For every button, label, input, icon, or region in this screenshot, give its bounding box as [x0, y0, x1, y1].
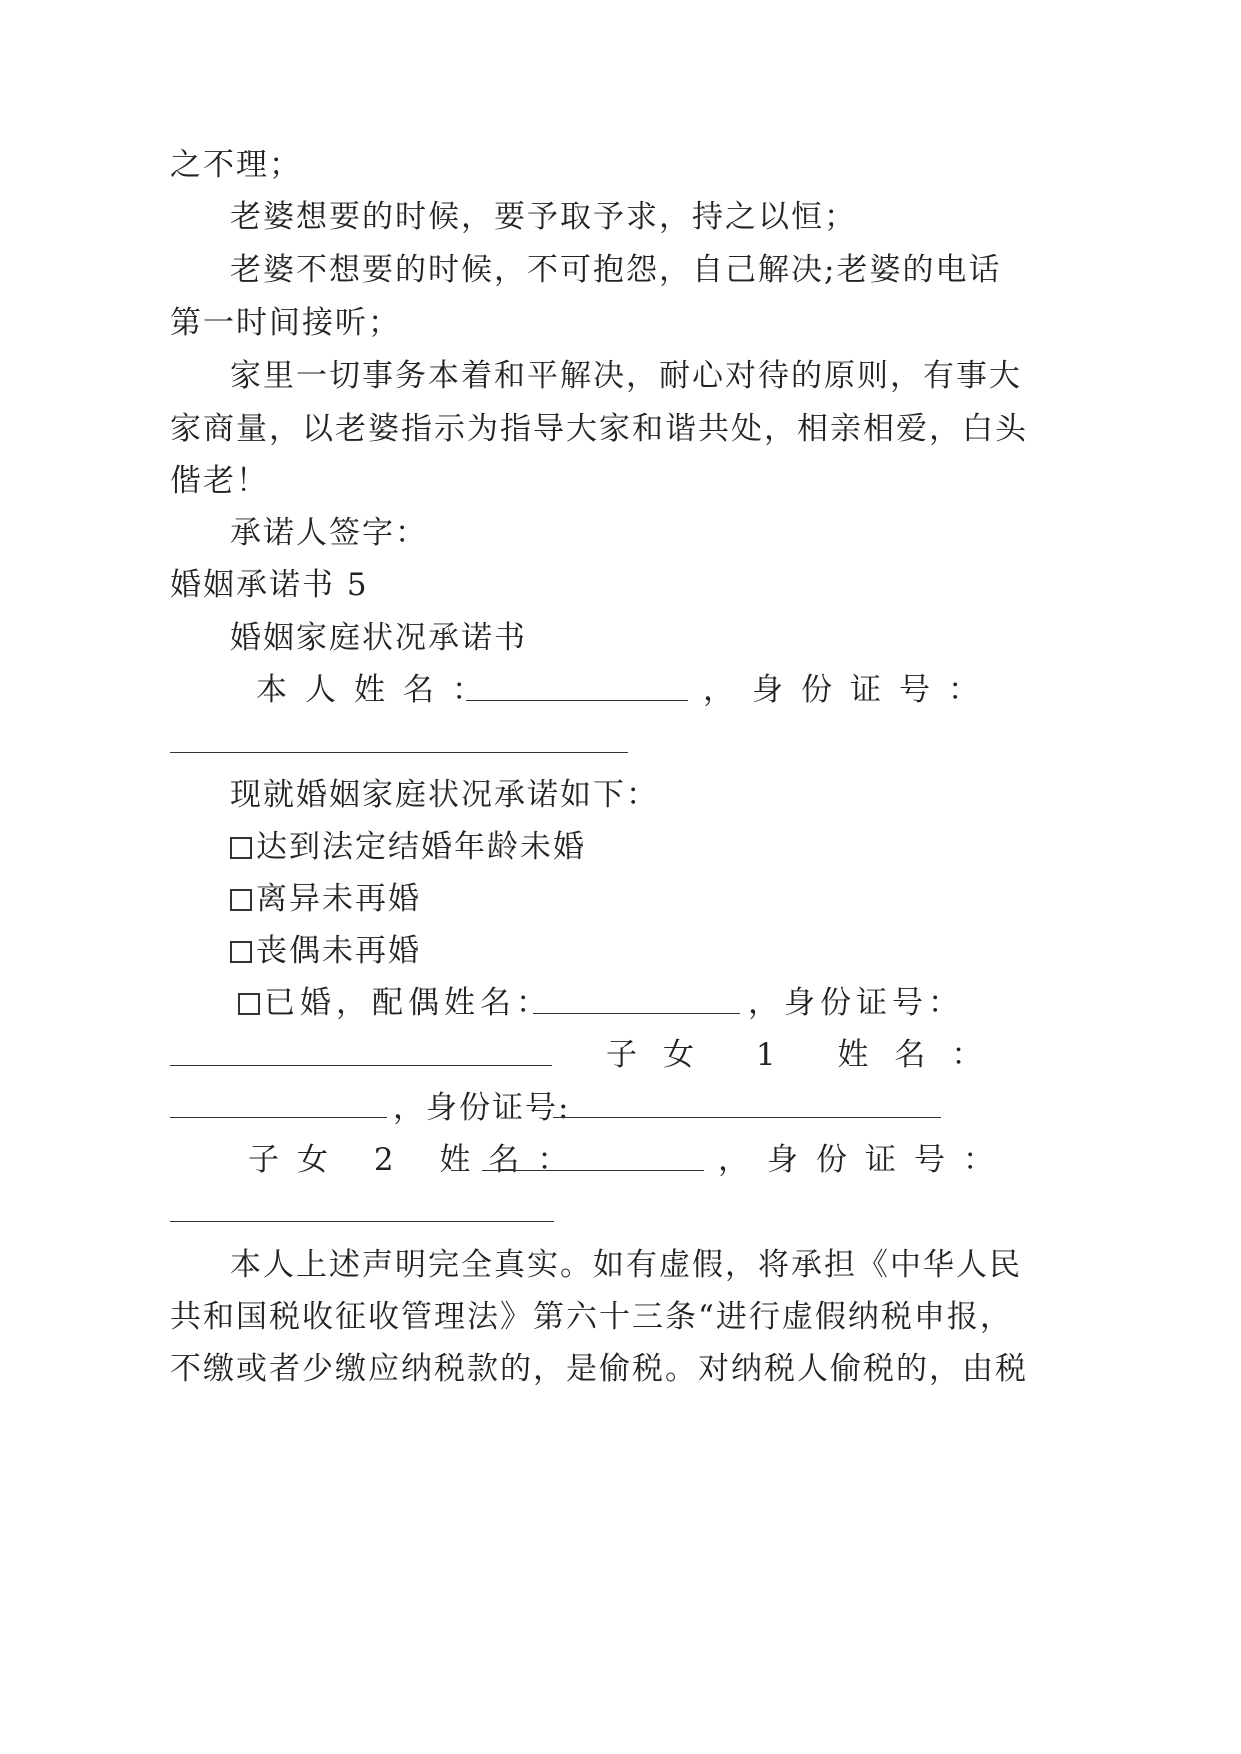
paragraph-line: 共和国税收征收管理法》第六十三条“进行虚假纳税申报， [170, 1299, 1013, 1335]
section-title: 婚姻承诺书 5 [170, 567, 369, 603]
document-title: 婚姻家庭状况承诺书 [230, 620, 527, 656]
checkbox-icon[interactable] [230, 889, 252, 911]
commitment-intro: 现就婚姻家庭状况承诺如下： [230, 777, 659, 813]
paragraph-line: 家商量，以老婆指示为指导大家和谐共处，相亲相爱，白头 [170, 411, 1028, 447]
child1-id-label: ，身份证号: [393, 1090, 571, 1126]
checkbox-icon[interactable] [230, 941, 252, 963]
child1-id-field[interactable] [553, 1117, 941, 1118]
spouse-id-label: ，身份证号： [748, 985, 964, 1021]
paragraph-line: 家里一切事务本着和平解决，耐心对待的原则，有事大 [230, 358, 1022, 394]
self-name-label: 本人姓名： [256, 672, 501, 708]
self-id-label: ，身份证号： [703, 672, 997, 708]
self-id-field[interactable] [170, 752, 628, 753]
paragraph-line: 老婆想要的时候，要予取予求，持之以恒； [230, 199, 857, 235]
signature-label: 承诺人签字： [230, 515, 428, 551]
checkbox-icon[interactable] [238, 993, 260, 1015]
child2-id-field[interactable] [170, 1221, 554, 1222]
paragraph-line: 老婆不想要的时候，不可抱怨，自己解决;老婆的电话 [230, 252, 1002, 288]
checkbox-icon[interactable] [230, 837, 252, 859]
checkbox-label: 达到法定结婚年龄未婚 [256, 829, 586, 865]
child1-name-field[interactable] [170, 1117, 387, 1118]
spouse-name-field[interactable] [533, 1013, 740, 1014]
child2-name-field[interactable] [482, 1170, 704, 1171]
checkbox-widowed[interactable] [230, 931, 421, 971]
self-name-field[interactable] [466, 700, 688, 701]
spouse-id-field[interactable] [170, 1065, 552, 1066]
checkbox-unmarried[interactable] [230, 827, 586, 867]
child2-name-label: 子女 2 姓名： [248, 1142, 587, 1178]
child1-name-label: 子女 1 姓名： [606, 1037, 1009, 1073]
paragraph-line: 之不理； [170, 147, 302, 183]
checkbox-divorced[interactable] [230, 879, 421, 919]
checkbox-label: 已婚，配偶姓名： [264, 985, 552, 1021]
paragraph-line: 本人上述声明完全真实。如有虚假，将承担《中华人民 [230, 1247, 1022, 1283]
checkbox-label: 丧偶未再婚 [256, 933, 421, 969]
paragraph-line: 不缴或者少缴应纳税款的，是偷税。对纳税人偷税的，由税 [170, 1351, 1028, 1387]
checkbox-married[interactable] [238, 983, 552, 1023]
child2-id-label: ，身份证号： [718, 1142, 1012, 1178]
checkbox-label: 离异未再婚 [256, 881, 421, 917]
paragraph-line: 偕老！ [170, 463, 269, 499]
paragraph-line: 第一时间接听； [170, 305, 401, 341]
